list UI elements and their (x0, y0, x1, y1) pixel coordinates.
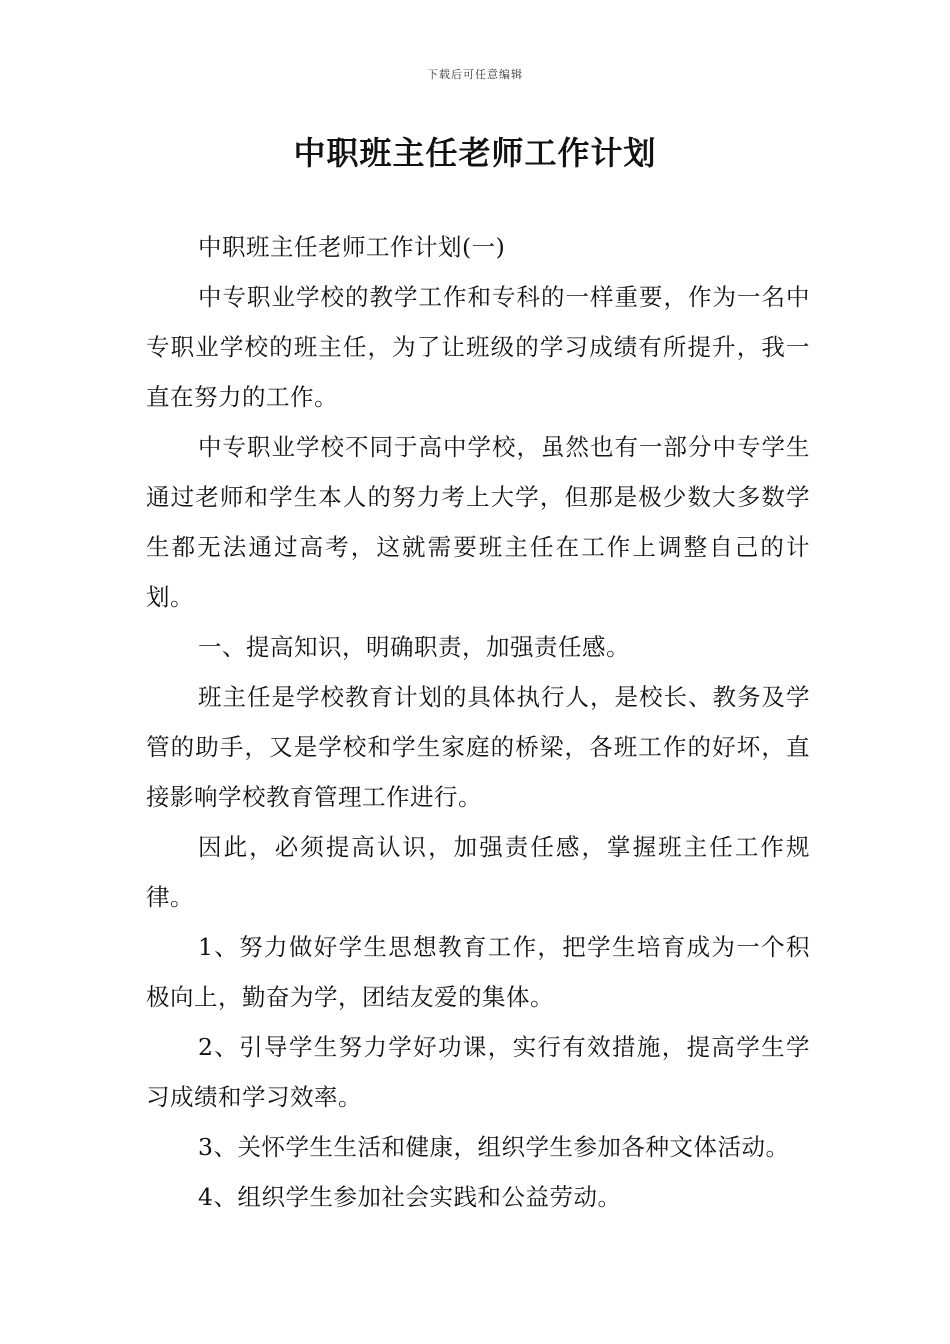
document-body (146, 222, 810, 1222)
list-item: 1、努力做好学生思想教育工作，把学生培育成为一个积极向上，勤奋为学，团结友爱的集体。 (146, 933, 810, 1011)
header-note: 下载后可任意编辑 (427, 68, 523, 81)
list-item: 2、引导学生努力学好功课，实行有效措施，提高学生学习成绩和学习效率。 (146, 1033, 810, 1111)
paragraph-subtitle: 中职班主任老师工作计划(一) (198, 233, 506, 261)
list-item: 3、关怀学生生活和健康，组织学生参加各种文体活动。 (198, 1133, 790, 1161)
section-heading: 一、提高知识，明确职责，加强责任感。 (198, 633, 630, 661)
paragraph: 中专职业学校不同于高中学校，虽然也有一部分中专学生通过老师和学生本人的努力考上大学，但那是极少数大多数学生都无法通过高考，这就需要班主任在工作上调整自己的计划。 (146, 433, 810, 611)
paragraph: 中专职业学校的教学工作和专科的一样重要，作为一名中专职业学校的班主任，为了让班级的学习成绩有所提升，我一直在努力的工作。 (146, 283, 810, 411)
document-title: 中职班主任老师工作计划 (293, 134, 657, 172)
paragraph: 因此，必须提高认识，加强责任感，掌握班主任工作规律。 (146, 833, 810, 911)
list-item: 4、组织学生参加社会实践和公益劳动。 (198, 1183, 622, 1211)
paragraph: 班主任是学校教育计划的具体执行人，是校长、教务及学管的助手，又是学校和学生家庭的桥梁，各班工作的好坏，直接影响学校教育管理工作进行。 (146, 683, 810, 811)
